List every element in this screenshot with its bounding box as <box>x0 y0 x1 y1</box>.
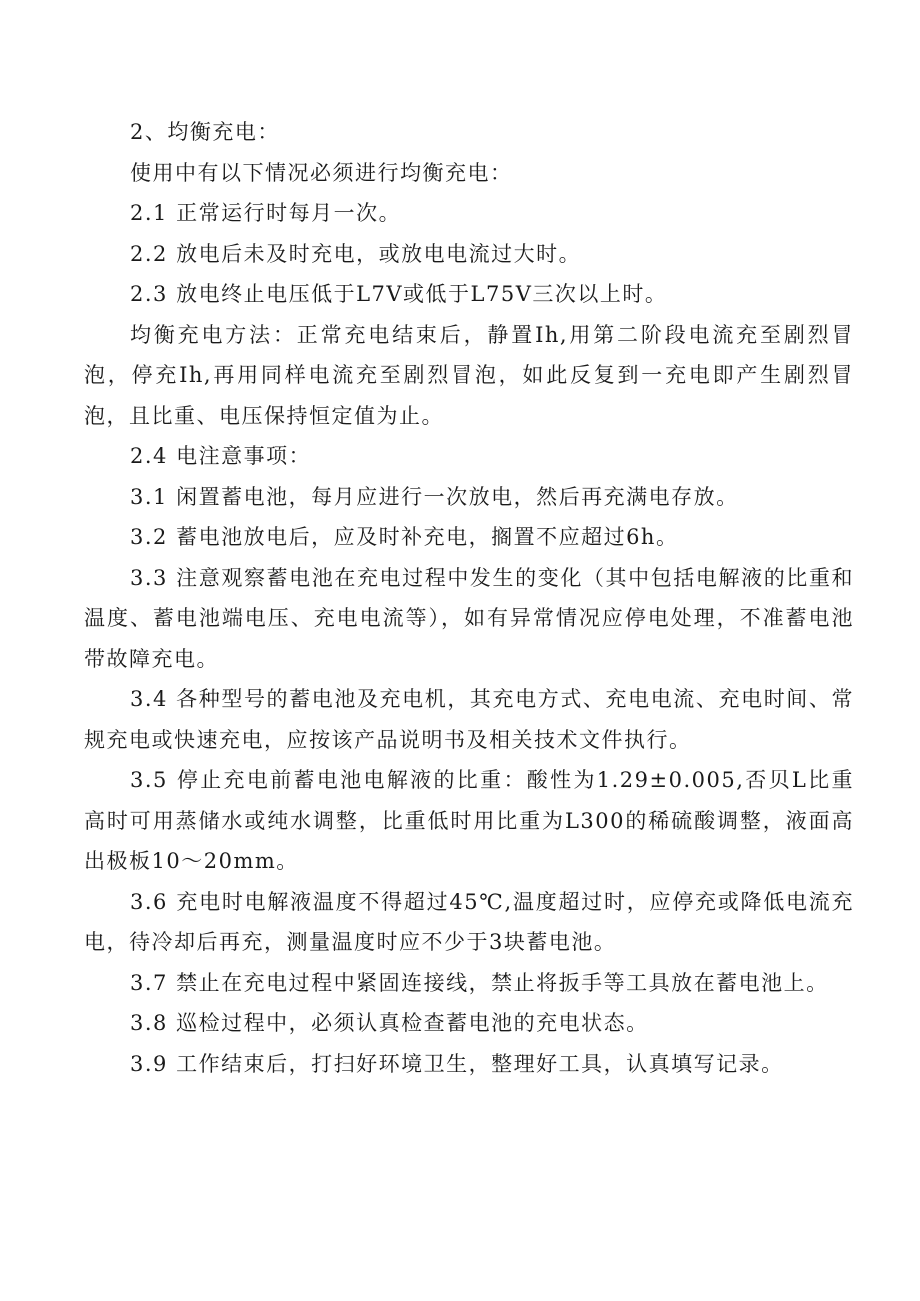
item-2-2: 2.2 放电后未及时充电，或放电电流过大时。 <box>130 241 582 266</box>
item-3-1: 3.1 闲置蓄电池，每月应进行一次放电，然后再充满电存放。 <box>130 484 739 509</box>
item-3-2: 3.2 蓄电池放电后，应及时补充电，搁置不应超过6h。 <box>130 525 679 549</box>
item-3-6: 3.6 充电时电解液温度不得超过45℃,温度超过时，应停充或降低电流充电，待冷却后再充，测量温度时应不少于3块蓄电池。 <box>84 889 854 954</box>
document-body <box>84 112 854 1084</box>
paragraph-equalizing-conditions: 使用中有以下情况必须进行均衡充电： <box>130 160 513 185</box>
item-3-5: 3.5 停止充电前蓄电池电解液的比重：酸性为1.29±0.005,否贝L比重高时可用蒸储水或纯水调整，比重低时用比重为L300的稀硫酸调整，液面高出极板10～20mm。 <box>84 768 854 873</box>
paragraph-equalizing-method: 均衡充电方法：正常充电结束后，静置Ih,用第二阶段电流充至剧烈冒泡，停充Ih,再用同样电流充至剧烈冒泡，如此反复到一充电即产生剧烈冒泡，且比重、电压保持恒定值为止。 <box>84 322 854 428</box>
section-heading-equalizing-charge: 2、均衡充电： <box>130 120 280 144</box>
item-3-8: 3.8 巡检过程中，必须认真检查蓄电池的充电状态。 <box>130 1011 649 1035</box>
item-3-7: 3.7 禁止在充电过程中紧固连接线，禁止将扳手等工具放在蓄电池上。 <box>130 970 829 995</box>
item-3-9: 3.9 工作结束后，打扫好环境卫生，整理好工具，认真填写记录。 <box>130 1051 784 1076</box>
item-2-4-precautions-heading: 2.4 电注意事项： <box>130 444 312 468</box>
item-3-4: 3.4 各种型号的蓄电池及充电机，其充电方式、充电电流、充电时间、常规充电或快速充电，应按该产品说明书及相关技术文件执行。 <box>84 687 854 752</box>
item-2-1: 2.1 正常运行时每月一次。 <box>130 201 402 225</box>
item-3-3: 3.3 注意观察蓄电池在充电过程中发生的变化（其中包括电解液的比重和温度、蓄电池端电压、充电电流等），如有异常情况应停电处理，不准蓄电池带故障充电。 <box>84 565 854 671</box>
item-2-3: 2.3 放电终止电压低于L7V或低于L75V三次以上时。 <box>130 282 668 306</box>
